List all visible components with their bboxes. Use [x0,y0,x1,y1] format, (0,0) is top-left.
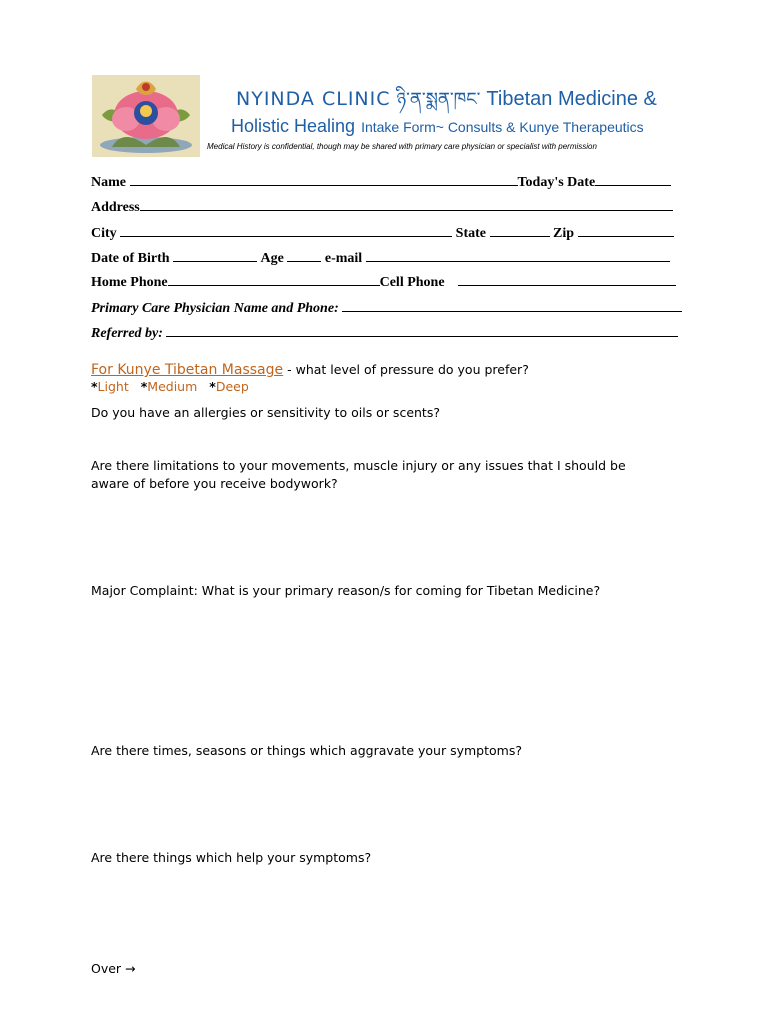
email-label: e-mail [324,251,363,266]
clinic-name: NYINDA CLINIC [236,88,391,110]
physician-label: Primary Care Physician Name and Phone [91,301,335,316]
option-light[interactable]: Light [97,379,129,394]
date-field[interactable] [595,174,671,186]
date-label: Today's Date [517,175,596,190]
age-label: Age [260,251,284,266]
email-field[interactable] [366,250,670,262]
address-row [91,199,673,216]
option-medium[interactable]: Medium [147,379,198,394]
option-deep[interactable]: Deep [215,379,249,394]
name-label: Name [91,175,126,190]
dob-row [91,250,670,267]
title-holistic: Holistic Healing [231,116,356,136]
kunye-link[interactable]: For Kunye Tibetan Massage [91,362,284,378]
city-field[interactable] [120,225,452,237]
referred-row: Referred by: [91,325,678,342]
allergies-question: Do you have an allergies or sensitivity to oils or scents? [91,405,440,420]
aggravate-question: Are there times, seasons or things which aggravate your symptoms? [91,743,522,758]
age-field[interactable] [287,250,321,262]
phone-row [91,274,676,291]
city-label: City [91,226,117,241]
home-phone-field[interactable] [168,274,380,286]
title-part1: Tibetan Medicine & [486,88,657,110]
confidentiality-note: Medical History is confidential, though may be shared with primary care physician or specialist with permission [207,142,597,151]
zip-field[interactable] [578,225,674,237]
city-row [91,225,674,242]
name-row [91,174,671,191]
limitations-question: Are there limitations to your movements, muscle injury or any issues that I should be aware of before you receive bodywork? [91,458,626,491]
help-question: Are there things which help your symptoms? [91,850,372,865]
referred-label: Referred by [91,326,159,341]
state-field[interactable] [490,225,550,237]
tibetan-clinic-name: ཉི་ན་སྨན་ཁང་ [396,89,481,109]
zip-label: Zip [553,226,575,241]
state-label: State [455,226,486,241]
dob-field[interactable] [173,250,257,262]
address-label: Address [91,200,140,215]
home-phone-label: Home Phone [91,275,168,290]
dob-label: Date of Birth [91,251,170,266]
kunye-question-text: - what level of pressure do you prefer? [287,362,529,377]
physician-field[interactable] [342,300,682,312]
physician-row: Primary Care Physician Name and Phone: [91,300,682,317]
pressure-options: *Light *Medium *Deep [91,379,249,394]
name-field[interactable] [130,174,518,186]
cell-phone-label: Cell Phone [379,275,445,290]
cell-phone-field[interactable] [458,274,676,286]
form-title-line [231,116,644,137]
address-field[interactable] [140,199,673,211]
major-complaint-question: Major Complaint: What is your primary reason/s for coming for Tibetan Medicine? [91,583,601,598]
referred-field[interactable] [166,325,678,337]
over-note: Over → [91,961,136,976]
title-intake: Intake Form~ Consults & Kunye Therapeutics [361,119,644,135]
lotus-flower-icon [92,75,200,157]
kunye-question [91,361,529,379]
